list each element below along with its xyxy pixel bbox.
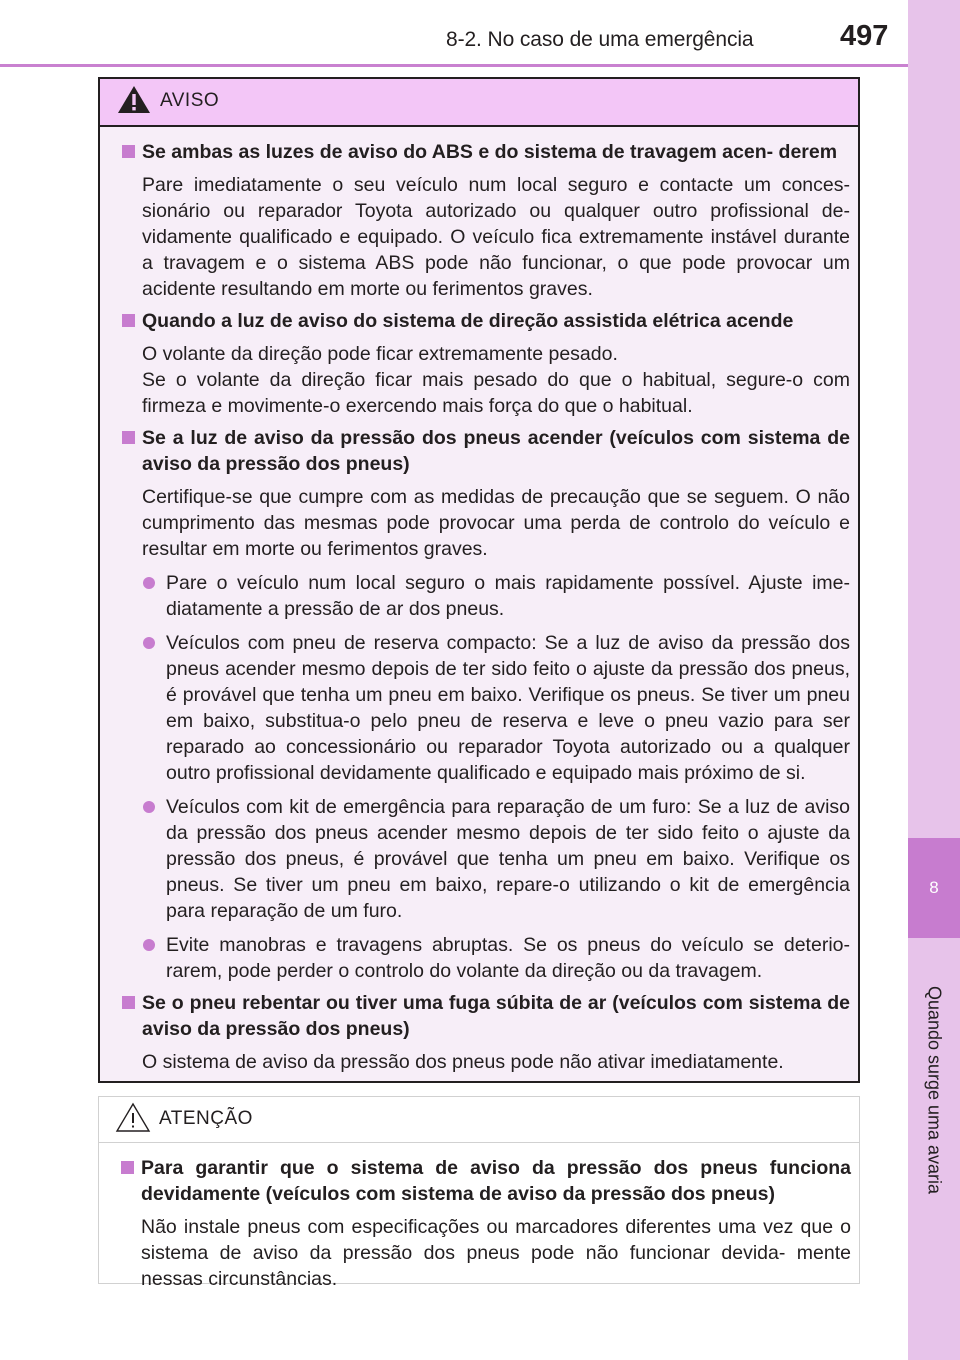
item-heading	[121, 1155, 851, 1207]
item-heading	[122, 990, 850, 1042]
section-title: 8-2. No caso de uma emergência	[446, 28, 754, 51]
list-item	[122, 630, 850, 786]
square-bullet-icon	[122, 996, 135, 1009]
item-paragraph: Pare imediatamente o seu veículo num local seguro e contacte um conces- sionário ou reparador Toyota autorizado ou qualquer outro profissional de- vidamente qualificado e equipado. O veículo fica extremamente instável durante a travagem e o sistema ABS pode não funcionar, o que pode provocar um acidente resultando em morte ou ferimentos graves.	[142, 174, 850, 300]
warning-box-header	[100, 79, 858, 127]
list-item-text: Evite manobras e travagens abruptas. Se os pneus do veículo se deterio- rarem, pode perder o controlo do volante da direção ou da travagem.	[166, 934, 850, 982]
item-heading-text: Quando a luz de aviso do sistema de direção assistida elétrica acende	[142, 310, 794, 332]
item-paragraph: Se o volante da direção ficar mais pesado do que o habitual, segure-o com firmeza e movimente-o exercendo mais força do que o habitual.	[142, 369, 850, 417]
chapter-title: Quando surge uma avaria	[924, 985, 945, 1195]
round-bullet-icon	[143, 577, 155, 589]
list-item	[122, 570, 850, 622]
chapter-number-tab: 8	[908, 838, 960, 938]
list-item-text: Pare o veículo num local seguro o mais rapidamente possível. Ajuste ime- diatamente a pressão de ar dos pneus.	[166, 572, 850, 620]
list-item	[122, 932, 850, 984]
item-heading-text: Se o pneu rebentar ou tiver uma fuga súbita de ar (veículos com sistema de aviso da pressão dos pneus)	[142, 992, 850, 1040]
round-bullet-icon	[143, 801, 155, 813]
notice-box-header	[99, 1097, 859, 1143]
item-heading	[122, 308, 850, 334]
warning-box	[98, 77, 860, 1083]
list-item	[122, 794, 850, 924]
warning-triangle-filled-icon	[116, 83, 152, 120]
item-heading-text: Para garantir que o sistema de aviso da pressão dos pneus funciona devidamente (veículos com sistema de aviso da pressão dos pneus)	[141, 1157, 851, 1205]
square-bullet-icon	[122, 145, 135, 158]
warning-triangle-outline-icon	[115, 1101, 151, 1138]
round-bullet-icon	[143, 939, 155, 951]
warning-box-body	[100, 127, 858, 1075]
item-heading-text: Se a luz de aviso da pressão dos pneus acender (veículos com sistema de aviso da pressão dos pneus)	[142, 427, 850, 475]
list-item-text: Veículos com pneu de reserva compacto: Se a luz de aviso da pressão dos pneus acender mesmo depois de ter sido feito o ajuste da pressão dos pneus, é provável que tenha um pneu em baixo. Verifique os pneus. Se tiver um pneu em baixo, substitua-o pelo pneu de reserva e leve o pneu vazio para ser reparado ao concessionário ou reparador Toyota autorizado ou a qualquer outro profissional devidamente qualificado e equipado mais próximo de si.	[166, 632, 850, 784]
square-bullet-icon	[122, 314, 135, 327]
notice-box	[98, 1096, 860, 1290]
round-bullet-icon	[143, 637, 155, 649]
item-paragraph: Não instale pneus com especificações ou marcadores diferentes uma vez que o sistema de aviso da pressão dos pneus pode não funcionar devida- mente nessas circunstâncias.	[141, 1216, 851, 1290]
square-bullet-icon	[122, 431, 135, 444]
notice-box-title: ATENÇÃO	[159, 1108, 253, 1129]
page-number: 497	[840, 20, 889, 52]
item-paragraph: O sistema de aviso da pressão dos pneus pode não ativar imediatamente.	[142, 1051, 784, 1073]
header-divider	[0, 64, 908, 67]
item-paragraph: O volante da direção pode ficar extremamente pesado.	[142, 343, 618, 365]
item-heading-text: Se ambas as luzes de aviso do ABS e do sistema de travagem acen- derem	[142, 141, 838, 163]
item-paragraph: Certifique-se que cumpre com as medidas de precaução que se seguem. O não cumprimento das mesmas pode provocar uma perda de controlo do veículo e resultar em morte ou ferimentos graves.	[142, 486, 850, 560]
item-heading	[122, 425, 850, 477]
item-heading	[122, 139, 850, 165]
warning-box-title: AVISO	[160, 90, 220, 111]
notice-box-body	[99, 1143, 859, 1292]
square-bullet-icon	[121, 1161, 134, 1174]
list-item-text: Veículos com kit de emergência para reparação de um furo: Se a luz de aviso da pressão dos pneus acender mesmo depois de ter sido feito o ajuste da pressão dos pneus, é provável que tenha um pneu em baixo. Verifique os pneus. Se tiver um pneu em baixo, repare-o utilizando o kit de emergência para reparação de um furo.	[166, 796, 850, 922]
